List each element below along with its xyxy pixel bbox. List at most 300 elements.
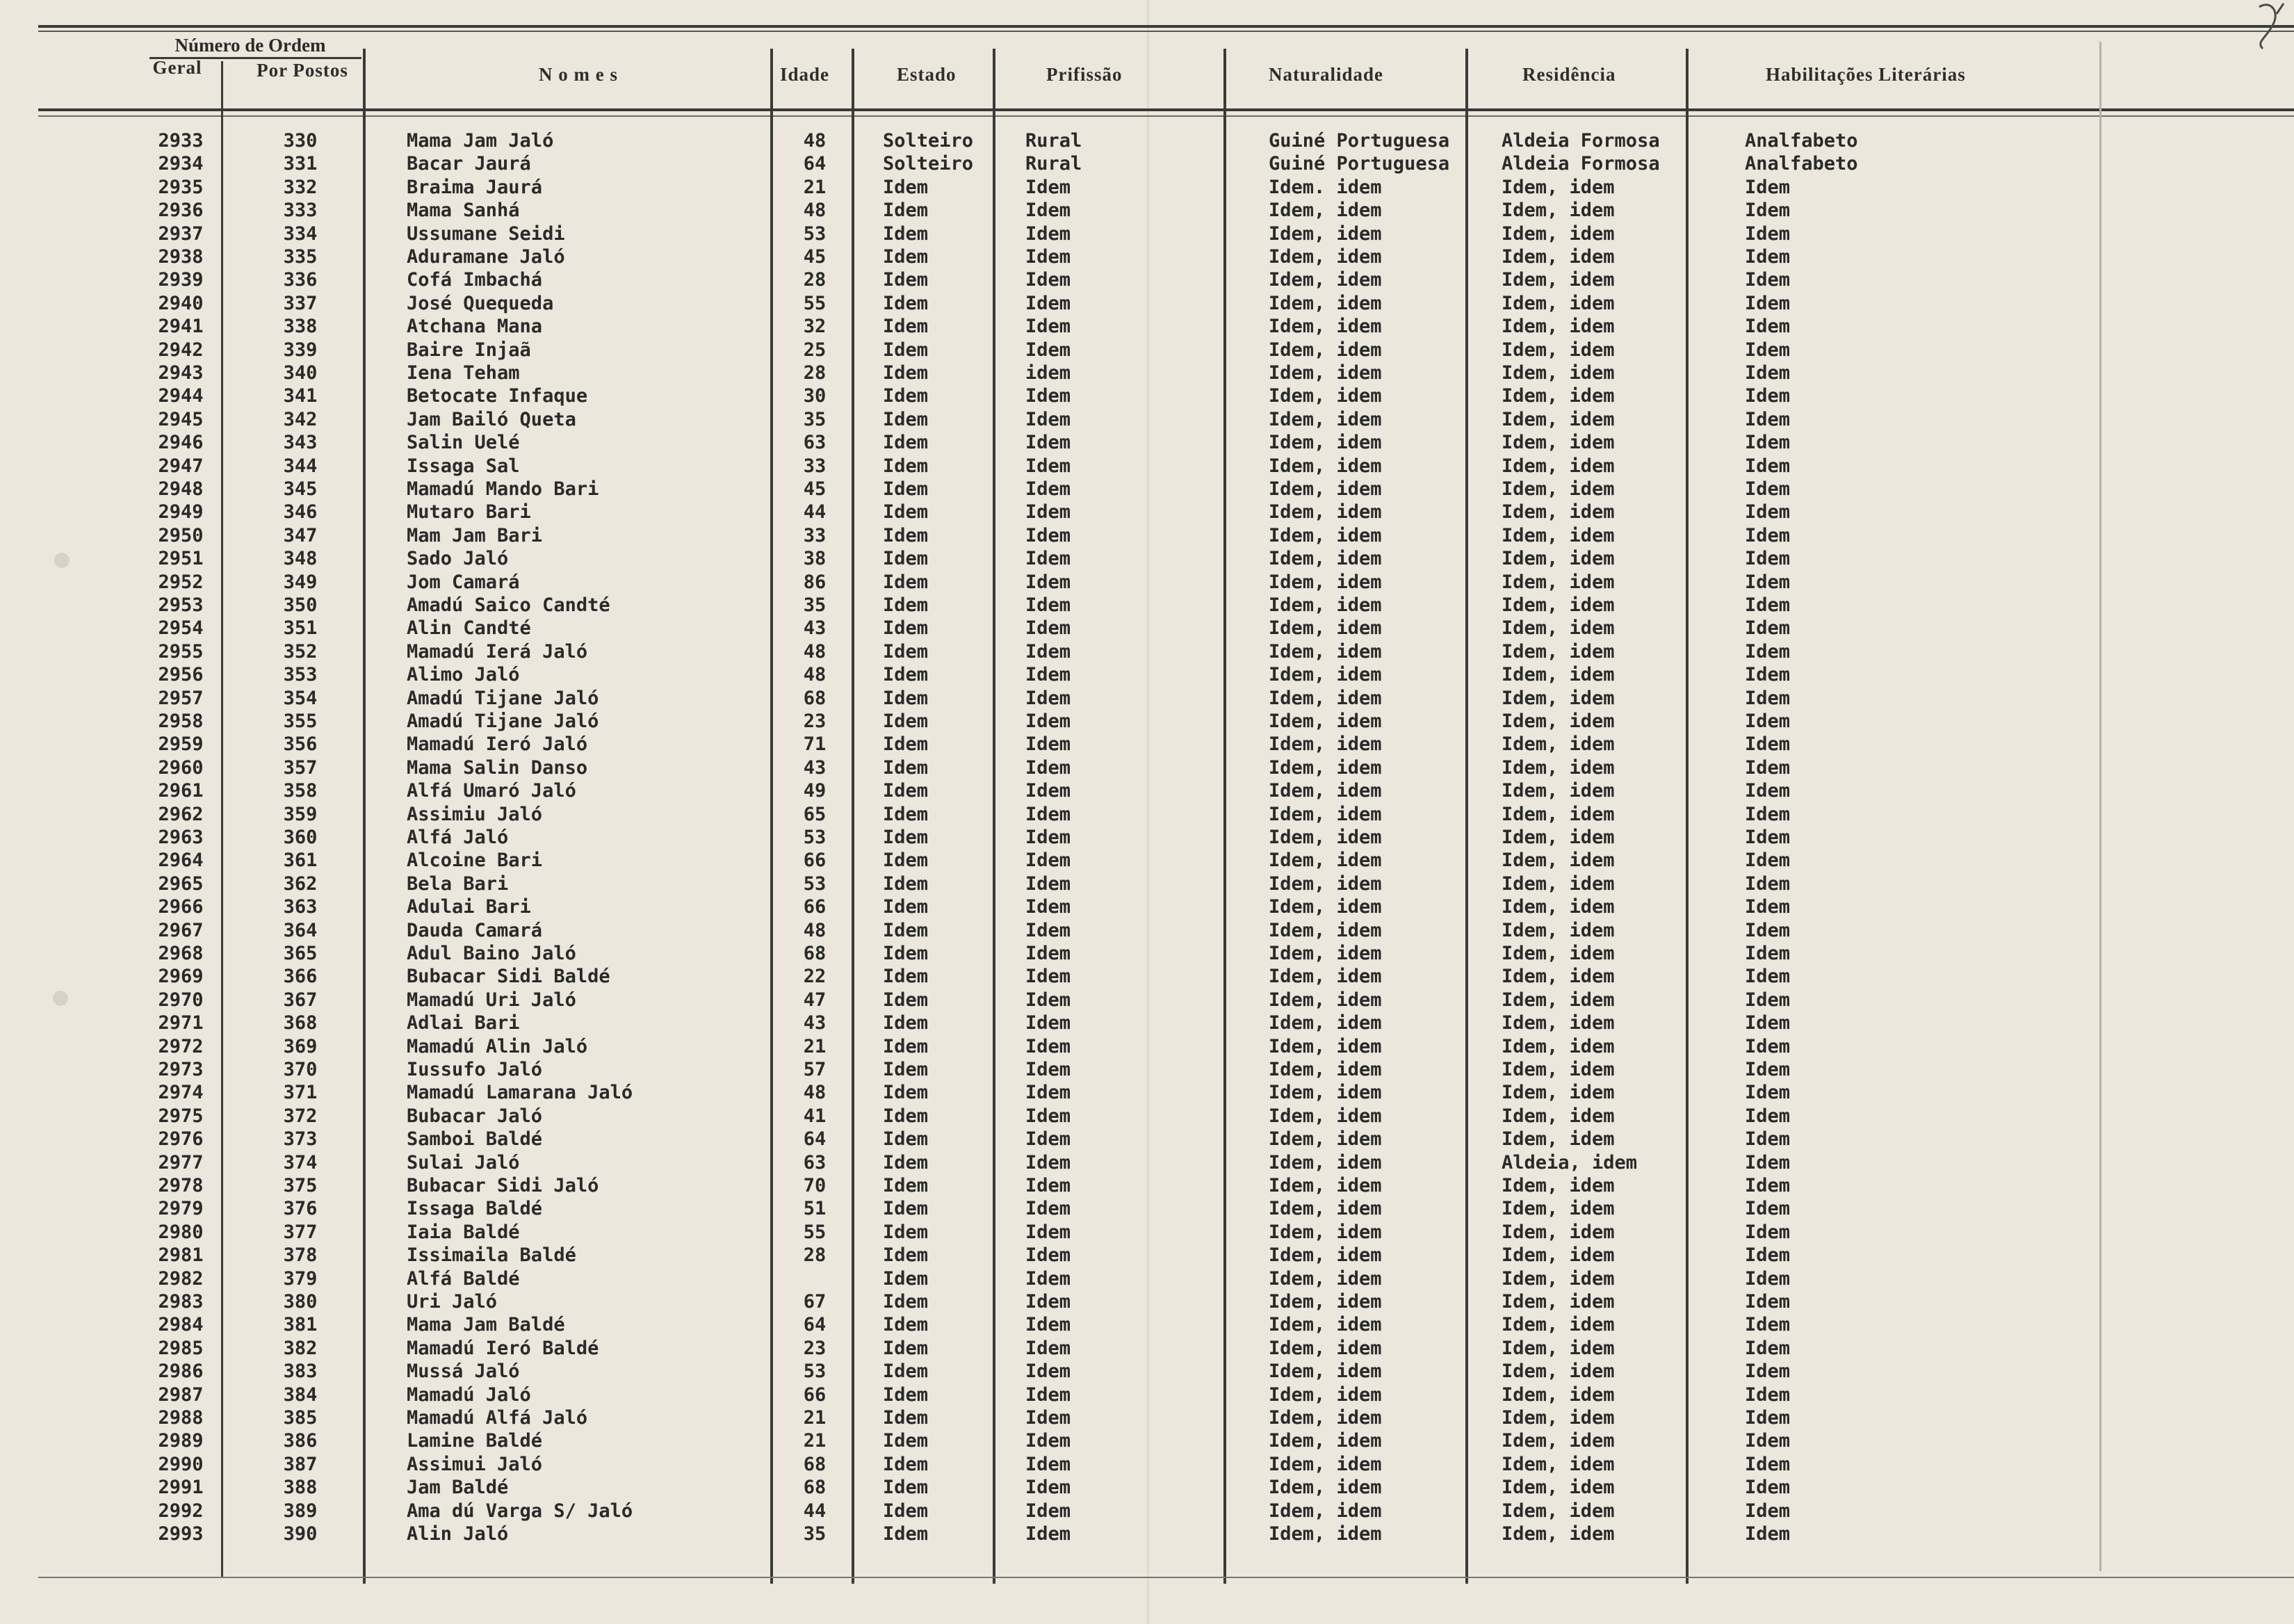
cell-habilitacoes: Idem (1745, 501, 1791, 523)
cell-habilitacoes: Idem (1745, 664, 1791, 686)
table-row (0, 1500, 2294, 1522)
cell-estado: Idem (883, 1244, 929, 1267)
cell-estado: Idem (883, 408, 929, 430)
cell-nome: Samboi Baldé (407, 1128, 543, 1151)
cell-profissao: Idem (1025, 292, 1071, 314)
cell-numero-postos: 347 (283, 524, 318, 546)
cell-numero-geral: 2934 (158, 153, 204, 175)
table-row (0, 1337, 2294, 1360)
cell-residencia: Idem, idem (1502, 803, 1615, 825)
cell-nome: Amadú Tijane Jaló (407, 710, 599, 732)
table-row (0, 1244, 2294, 1267)
cell-residencia: Idem, idem (1502, 1453, 1615, 1475)
cell-naturalidade: Idem, idem (1269, 943, 1382, 964)
table-row (0, 362, 2294, 384)
cell-numero-geral: 2942 (158, 339, 204, 361)
cell-residencia: Idem, idem (1502, 919, 1615, 941)
cell-naturalidade: Idem, idem (1269, 1059, 1382, 1080)
table-row (0, 919, 2294, 942)
cell-numero-postos: 372 (283, 1105, 318, 1127)
cell-habilitacoes: Idem (1745, 548, 1791, 570)
cell-estado: Idem (883, 478, 929, 500)
cell-nome: Atchana Mana (407, 316, 543, 338)
table-row (0, 268, 2294, 291)
cell-habilitacoes: Idem (1745, 1407, 1791, 1429)
cell-naturalidade: Idem, idem (1269, 200, 1382, 222)
cell-residencia: Idem, idem (1502, 989, 1615, 1011)
cell-estado: Idem (883, 919, 929, 941)
cell-habilitacoes: Idem (1745, 1221, 1791, 1243)
cell-profissao: Idem (1025, 408, 1071, 430)
cell-numero-geral: 2948 (158, 478, 204, 500)
cell-nome: Lamine Baldé (407, 1430, 543, 1452)
cell-estado: Idem (883, 850, 929, 872)
cell-habilitacoes: Idem (1745, 756, 1791, 779)
cell-numero-postos: 342 (283, 408, 318, 430)
cell-estado: Idem (883, 1105, 929, 1127)
cell-profissao: Idem (1025, 1059, 1071, 1080)
cell-estado: Idem (883, 687, 929, 709)
cell-estado: Idem (883, 1151, 929, 1174)
cell-profissao: Idem (1025, 896, 1071, 918)
cell-numero-geral: 2981 (158, 1244, 204, 1267)
table-row (0, 1476, 2294, 1499)
cell-naturalidade: Idem, idem (1269, 1523, 1382, 1545)
cell-idade: 21 (803, 176, 827, 198)
cell-profissao: Idem (1025, 827, 1071, 848)
cell-estado: Idem (883, 1221, 929, 1243)
cell-nome: Sado Jaló (407, 548, 509, 570)
cell-habilitacoes: Idem (1745, 1291, 1791, 1313)
cell-estado: Idem (883, 524, 929, 546)
cell-residencia: Idem, idem (1502, 478, 1615, 500)
cell-profissao: Idem (1025, 1477, 1071, 1499)
cell-residencia: Idem, idem (1502, 1407, 1615, 1429)
cell-numero-geral: 2963 (158, 827, 204, 848)
cell-profissao: Idem (1025, 1430, 1071, 1452)
cell-residencia: Idem, idem (1502, 733, 1615, 756)
cell-habilitacoes: Idem (1745, 408, 1791, 430)
cell-nome: Iaia Baldé (407, 1221, 520, 1243)
cell-estado: Idem (883, 594, 929, 616)
cell-idade: 48 (803, 130, 827, 152)
cell-residencia: Idem, idem (1502, 1244, 1615, 1267)
cell-naturalidade: Idem, idem (1269, 455, 1382, 477)
cell-numero-geral: 2953 (158, 594, 204, 616)
cell-idade: 43 (803, 756, 827, 779)
cell-idade: 86 (803, 571, 827, 593)
cell-nome: Mamadú Mando Bari (407, 478, 599, 500)
cell-nome: Uri Jaló (407, 1291, 498, 1313)
cell-idade: 66 (803, 896, 827, 918)
cell-nome: Alin Candté (407, 617, 531, 640)
cell-numero-geral: 2979 (158, 1198, 204, 1220)
cell-numero-geral: 2958 (158, 710, 204, 732)
cell-residencia: Idem, idem (1502, 362, 1615, 384)
cell-numero-postos: 365 (283, 943, 318, 964)
cell-habilitacoes: Idem (1745, 966, 1791, 988)
cell-numero-geral: 2971 (158, 1012, 204, 1034)
table-row (0, 292, 2294, 315)
table-row (0, 408, 2294, 431)
cell-idade: 47 (803, 989, 827, 1011)
table-row (0, 1453, 2294, 1476)
cell-numero-geral: 2977 (158, 1151, 204, 1174)
cell-residencia: Idem, idem (1502, 1267, 1615, 1290)
cell-numero-geral: 2986 (158, 1361, 204, 1383)
cell-naturalidade: Idem, idem (1269, 1035, 1382, 1057)
cell-numero-postos: 334 (283, 222, 318, 245)
cell-habilitacoes: Idem (1745, 640, 1791, 663)
cell-residencia: Idem, idem (1502, 1361, 1615, 1383)
cell-nome: Jom Camará (407, 571, 520, 593)
cell-naturalidade: Idem, idem (1269, 710, 1382, 732)
cell-nome: Aduramane Jaló (407, 246, 565, 268)
cell-numero-postos: 339 (283, 339, 318, 361)
cell-naturalidade: Idem, idem (1269, 1407, 1382, 1429)
cell-naturalidade: Idem, idem (1269, 1105, 1382, 1127)
cell-nome: Alimo Jaló (407, 664, 520, 686)
cell-numero-geral: 2956 (158, 664, 204, 686)
cell-profissao: Idem (1025, 478, 1071, 500)
cell-estado: Solteiro (883, 153, 974, 175)
cell-numero-geral: 2950 (158, 524, 204, 546)
cell-profissao: Idem (1025, 1012, 1071, 1034)
bottom-rule (38, 1577, 2294, 1578)
cell-numero-postos: 384 (283, 1383, 318, 1406)
cell-habilitacoes: Idem (1745, 1383, 1791, 1406)
cell-naturalidade: Idem, idem (1269, 524, 1382, 546)
table-row (0, 384, 2294, 407)
table-row (0, 455, 2294, 478)
cell-numero-geral: 2967 (158, 919, 204, 941)
cell-residencia: Idem, idem (1502, 1175, 1615, 1196)
cell-naturalidade: Idem, idem (1269, 478, 1382, 500)
cell-naturalidade: Idem, idem (1269, 780, 1382, 802)
cell-idade: 35 (803, 1523, 827, 1545)
cell-estado: Idem (883, 780, 929, 802)
cell-residencia: Idem, idem (1502, 780, 1615, 802)
cell-profissao: Idem (1025, 1151, 1071, 1174)
cell-idade: 35 (803, 594, 827, 616)
cell-nome: Amadú Tijane Jaló (407, 687, 599, 709)
cell-numero-postos: 349 (283, 571, 318, 593)
cell-estado: Idem (883, 1175, 929, 1196)
cell-habilitacoes: Idem (1745, 687, 1791, 709)
cell-residencia: Idem, idem (1502, 432, 1615, 454)
cell-idade: 48 (803, 664, 827, 686)
cell-numero-geral: 2964 (158, 850, 204, 872)
cell-naturalidade: Idem, idem (1269, 1291, 1382, 1313)
cell-residencia: Idem, idem (1502, 617, 1615, 640)
cell-numero-geral: 2961 (158, 780, 204, 802)
table-row (0, 339, 2294, 362)
cell-naturalidade: Idem, idem (1269, 989, 1382, 1011)
cell-nome: José Quequeda (407, 292, 554, 314)
cell-naturalidade: Idem, idem (1269, 222, 1382, 245)
table-row (0, 1151, 2294, 1174)
cell-residencia: Idem, idem (1502, 1012, 1615, 1034)
cell-nome: Mamadú Ieró Jaló (407, 733, 588, 756)
cell-naturalidade: Idem, idem (1269, 756, 1382, 779)
cell-numero-postos: 331 (283, 153, 318, 175)
cell-estado: Idem (883, 269, 929, 291)
cell-nome: Alfá Umaró Jaló (407, 780, 576, 802)
cell-numero-postos: 355 (283, 710, 318, 732)
table-row (0, 1128, 2294, 1151)
cell-profissao: Idem (1025, 501, 1071, 523)
cell-numero-geral: 2974 (158, 1082, 204, 1104)
cell-idade: 55 (803, 1221, 827, 1243)
cell-idade: 45 (803, 246, 827, 268)
cell-profissao: Idem (1025, 756, 1071, 779)
cell-habilitacoes: Idem (1745, 1128, 1791, 1151)
cell-estado: Idem (883, 1012, 929, 1034)
cell-numero-postos: 338 (283, 316, 318, 338)
table-row (0, 152, 2294, 175)
cell-numero-postos: 332 (283, 176, 318, 198)
table-row (0, 733, 2294, 756)
cell-idade: 23 (803, 710, 827, 732)
cell-idade: 48 (803, 919, 827, 941)
cell-residencia: Aldeia Formosa (1502, 130, 1660, 152)
cell-idade: 22 (803, 966, 827, 988)
table-row (0, 1174, 2294, 1197)
cell-profissao: Idem (1025, 1500, 1071, 1522)
cell-habilitacoes: Idem (1745, 176, 1791, 198)
cell-profissao: Idem (1025, 385, 1071, 407)
cell-estado: Idem (883, 1059, 929, 1080)
cell-habilitacoes: Idem (1745, 362, 1791, 384)
cell-estado: Idem (883, 1361, 929, 1383)
cell-habilitacoes: Idem (1745, 478, 1791, 500)
cell-numero-geral: 2968 (158, 943, 204, 964)
cell-numero-postos: 335 (283, 246, 318, 268)
cell-naturalidade: Idem, idem (1269, 269, 1382, 291)
cell-profissao: Idem (1025, 780, 1071, 802)
cell-nome: Mamadú Alin Jaló (407, 1035, 588, 1057)
cell-profissao: Rural (1025, 130, 1082, 152)
cell-numero-geral: 2939 (158, 269, 204, 291)
cell-profissao: Idem (1025, 640, 1071, 663)
cell-idade: 64 (803, 1128, 827, 1151)
cell-numero-postos: 387 (283, 1453, 318, 1475)
cell-idade: 67 (803, 1291, 827, 1313)
cell-numero-geral: 2954 (158, 617, 204, 640)
cell-profissao: Idem (1025, 617, 1071, 640)
table-row (0, 501, 2294, 523)
table-row (0, 965, 2294, 988)
cell-nome: Mamadú Jaló (407, 1383, 531, 1406)
cell-numero-postos: 367 (283, 989, 318, 1011)
cell-numero-postos: 371 (283, 1082, 318, 1104)
cell-habilitacoes: Idem (1745, 1361, 1791, 1383)
cell-estado: Idem (883, 1267, 929, 1290)
cell-numero-postos: 373 (283, 1128, 318, 1151)
cell-habilitacoes: Idem (1745, 1337, 1791, 1359)
cell-estado: Idem (883, 827, 929, 848)
cell-habilitacoes: Idem (1745, 803, 1791, 825)
table-row (0, 176, 2294, 199)
cell-residencia: Idem, idem (1502, 222, 1615, 245)
cell-nome: Jam Bailó Queta (407, 408, 576, 430)
cell-residencia: Idem, idem (1502, 455, 1615, 477)
cell-residencia: Idem, idem (1502, 1221, 1615, 1243)
cell-idade: 25 (803, 339, 827, 361)
cell-nome: Iena Teham (407, 362, 520, 384)
cell-numero-postos: 382 (283, 1337, 318, 1359)
cell-estado: Idem (883, 200, 929, 222)
cell-residencia: Idem, idem (1502, 200, 1615, 222)
table-row (0, 1081, 2294, 1104)
cell-naturalidade: Idem, idem (1269, 571, 1382, 593)
cell-habilitacoes: Idem (1745, 269, 1791, 291)
cell-numero-postos: 379 (283, 1267, 318, 1290)
cell-numero-geral: 2966 (158, 896, 204, 918)
cell-naturalidade: Idem, idem (1269, 1175, 1382, 1196)
cell-nome: Mama Jam Baldé (407, 1314, 565, 1336)
cell-numero-postos: 333 (283, 200, 318, 222)
table-row (0, 710, 2294, 733)
cell-estado: Idem (883, 385, 929, 407)
cell-profissao: idem (1025, 362, 1071, 384)
cell-idade: 32 (803, 316, 827, 338)
cell-residencia: Idem, idem (1502, 943, 1615, 964)
cell-naturalidade: Idem, idem (1269, 1012, 1382, 1034)
cell-residencia: Idem, idem (1502, 176, 1615, 198)
cell-nome: Alin Jaló (407, 1523, 509, 1545)
header-idade: Idade (780, 64, 830, 85)
cell-profissao: Idem (1025, 966, 1071, 988)
cell-residencia: Idem, idem (1502, 1059, 1615, 1080)
cell-numero-geral: 2946 (158, 432, 204, 454)
cell-habilitacoes: Idem (1745, 432, 1791, 454)
cell-habilitacoes: Idem (1745, 385, 1791, 407)
cell-idade: 33 (803, 524, 827, 546)
cell-profissao: Idem (1025, 687, 1071, 709)
cell-habilitacoes: Idem (1745, 571, 1791, 593)
cell-numero-geral: 2959 (158, 733, 204, 756)
cell-nome: Mamadú Lamarana Jaló (407, 1082, 633, 1104)
cell-numero-geral: 2969 (158, 966, 204, 988)
cell-residencia: Idem, idem (1502, 571, 1615, 593)
cell-naturalidade: Idem, idem (1269, 1383, 1382, 1406)
cell-naturalidade: Idem, idem (1269, 339, 1382, 361)
cell-profissao: Idem (1025, 1198, 1071, 1220)
cell-residencia: Idem, idem (1502, 1523, 1615, 1545)
table-row (0, 547, 2294, 570)
cell-habilitacoes: Idem (1745, 292, 1791, 314)
cell-residencia: Aldeia, idem (1502, 1151, 1638, 1174)
cell-idade: 63 (803, 432, 827, 454)
cell-habilitacoes: Idem (1745, 1523, 1791, 1545)
cell-numero-postos: 330 (283, 130, 318, 152)
cell-habilitacoes: Idem (1745, 1267, 1791, 1290)
cell-habilitacoes: Idem (1745, 1477, 1791, 1499)
cell-profissao: Idem (1025, 1244, 1071, 1267)
table-row (0, 1221, 2294, 1244)
cell-estado: Idem (883, 617, 929, 640)
cell-naturalidade: Idem, idem (1269, 1198, 1382, 1220)
cell-naturalidade: Idem, idem (1269, 1267, 1382, 1290)
cell-nome: Mamadú Ieró Baldé (407, 1337, 599, 1359)
cell-profissao: Idem (1025, 316, 1071, 338)
table-row (0, 756, 2294, 779)
table-row (0, 895, 2294, 918)
table-row (0, 663, 2294, 686)
cell-numero-postos: 389 (283, 1500, 318, 1522)
cell-naturalidade: Idem, idem (1269, 432, 1382, 454)
cell-nome: Assimui Jaló (407, 1453, 543, 1475)
cell-habilitacoes: Analfabeto (1745, 130, 1858, 152)
cell-habilitacoes: Idem (1745, 1198, 1791, 1220)
cell-numero-geral: 2970 (158, 989, 204, 1011)
cell-numero-postos: 345 (283, 478, 318, 500)
cell-idade: 21 (803, 1407, 827, 1429)
cell-habilitacoes: Idem (1745, 710, 1791, 732)
cell-estado: Idem (883, 548, 929, 570)
cell-idade: 21 (803, 1035, 827, 1057)
cell-residencia: Idem, idem (1502, 640, 1615, 663)
cell-numero-geral: 2978 (158, 1175, 204, 1196)
cell-profissao: Idem (1025, 524, 1071, 546)
cell-naturalidade: Guiné Portuguesa (1269, 153, 1450, 175)
cell-residencia: Idem, idem (1502, 548, 1615, 570)
header-profissao: Prifissão (1046, 64, 1123, 85)
cell-residencia: Idem, idem (1502, 687, 1615, 709)
table-row (0, 1360, 2294, 1383)
cell-estado: Idem (883, 664, 929, 686)
cell-numero-postos: 350 (283, 594, 318, 616)
cell-habilitacoes: Idem (1745, 1082, 1791, 1104)
cell-habilitacoes: Idem (1745, 919, 1791, 941)
cell-habilitacoes: Idem (1745, 455, 1791, 477)
cell-numero-postos: 348 (283, 548, 318, 570)
cell-numero-postos: 383 (283, 1361, 318, 1383)
cell-profissao: Idem (1025, 571, 1071, 593)
cell-profissao: Idem (1025, 1314, 1071, 1336)
cell-estado: Idem (883, 640, 929, 663)
cell-residencia: Idem, idem (1502, 246, 1615, 268)
cell-profissao: Idem (1025, 710, 1071, 732)
cell-nome: Bubacar Sidi Baldé (407, 966, 610, 988)
cell-estado: Idem (883, 292, 929, 314)
cell-residencia: Idem, idem (1502, 1383, 1615, 1406)
cell-numero-geral: 2992 (158, 1500, 204, 1522)
cell-nome: Mama Jam Jaló (407, 130, 554, 152)
cell-nome: Amadú Saico Candté (407, 594, 610, 616)
cell-residencia: Idem, idem (1502, 501, 1615, 523)
cell-estado: Idem (883, 989, 929, 1011)
cell-estado: Idem (883, 710, 929, 732)
header-residencia: Residência (1522, 64, 1616, 85)
cell-habilitacoes: Idem (1745, 943, 1791, 964)
cell-idade: 70 (803, 1175, 827, 1196)
table-row (0, 1290, 2294, 1313)
cell-estado: Idem (883, 571, 929, 593)
cell-residencia: Idem, idem (1502, 1500, 1615, 1522)
cell-estado: Idem (883, 1453, 929, 1475)
cell-habilitacoes: Idem (1745, 246, 1791, 268)
cell-habilitacoes: Idem (1745, 733, 1791, 756)
cell-numero-postos: 346 (283, 501, 318, 523)
cell-profissao: Idem (1025, 1267, 1071, 1290)
cell-idade: 28 (803, 269, 827, 291)
cell-estado: Idem (883, 455, 929, 477)
cell-residencia: Idem, idem (1502, 1477, 1615, 1499)
cell-estado: Idem (883, 1523, 929, 1545)
cell-naturalidade: Idem, idem (1269, 594, 1382, 616)
